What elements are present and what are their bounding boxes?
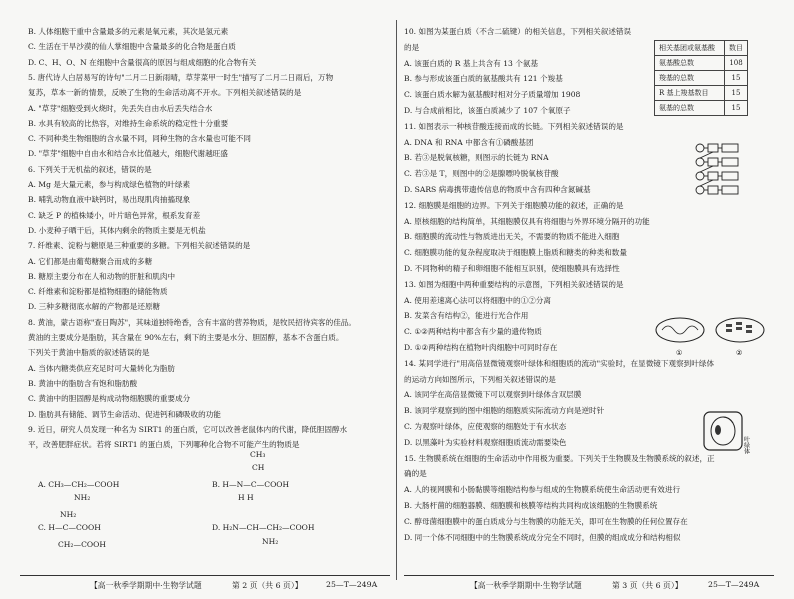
q9-option-b-top2: CH: [252, 463, 265, 472]
text-line: D. 小麦种子晒干后，其体内剩余的物质主要是无机盐: [28, 226, 206, 235]
text-line: A. 原核细胞的结构简单，其细胞膜仅具有将细胞与外界环境分隔开的功能: [404, 217, 650, 226]
q9-option-a: A. CH₃—CH₂—COOH: [38, 480, 120, 489]
text-line: 确的是: [404, 469, 427, 478]
text-line: D. SARS 病毒携带遗传信息的物质中含有四种含氮碱基: [404, 185, 591, 194]
text-line: 11. 如图表示一种核苷酸连接而成的长链。下列相关叙述错误的是: [404, 122, 624, 131]
text-line: B. 细胞膜的流动性与物质进出无关，不需要的物质不能进入细胞: [404, 232, 620, 241]
text-line: D. 不同物种的精子和卵细胞不能相互识别，使细胞膜具有选择性: [404, 264, 620, 273]
text-line: 14. 某同学进行"用高倍显微镜观察叶绿体和细胞质的流动"实验时，在显微镜下观察到叶绿体: [404, 359, 715, 368]
text-line: B. 该同学观察到的图中细胞的细胞质实际流动方向是逆时针: [404, 406, 605, 415]
text-line: 8. 黄油，蒙古语称"查日陶苏"，其味道独特绝香，含有丰富的营养物质，是牧民招待宾客的佳品。: [28, 318, 356, 327]
q9-option-d-sub: NH₂: [262, 537, 279, 546]
text-line: 的运动方向如图所示，下列相关叙述错误的是: [404, 375, 556, 384]
text-line: D. 以黑藻叶为实验材料观察细胞质流动需要染色: [404, 438, 567, 447]
text-line: A. 当体内糖类供应充足时可大量转化为脂肪: [28, 364, 175, 373]
text-line: B. 参与形成该蛋白质的氨基酸共有 121 个羧基: [404, 74, 563, 83]
table-cell: 氨基酸总数: [655, 56, 725, 71]
text-line: B. 若③是脱氧核糖，则图示的长链为 RNA: [404, 153, 549, 162]
text-line: 的是: [404, 43, 420, 52]
table-row: [655, 56, 748, 71]
text-line: A. 人的视网膜和小肠黏膜等细胞结构参与组成的生物膜系统使生命活动更有效进行: [404, 485, 681, 494]
table-row: [655, 86, 748, 101]
protein-info-table: [654, 40, 748, 116]
figure-label-2: ②: [736, 349, 743, 357]
q9-option-b-top1: CH₃: [250, 450, 266, 459]
footer-left-title: 【高一秋季学期期中·生物学试题: [90, 581, 202, 590]
table-header-cell: 数目: [725, 41, 748, 56]
q9-option-b: B. H—N—C—COOH: [212, 480, 290, 489]
q9-option-d: D. H₂N—CH—CH₂—COOH: [212, 523, 315, 532]
cell-flow-figure: [700, 408, 770, 458]
table-cell: R 基上羧基数目: [655, 86, 725, 101]
text-line: C. 黄油中的胆固醇是构成动物细胞膜的重要成分: [28, 394, 191, 403]
table-cell: 108: [725, 56, 748, 71]
table-cell: 15: [725, 101, 748, 116]
text-line: 6. 下列关于无机盐的叙述，错误的是: [28, 165, 152, 174]
text-line: A. "草芽"细胞受到火烧时，先丢失自由水后丢失结合水: [28, 104, 213, 113]
q9-option-c-bottom: CH₂—COOH: [58, 540, 106, 549]
organelle-figure: [650, 310, 770, 360]
table-row: [655, 71, 748, 86]
text-line: B. 人体细胞干重中含量最多的元素是氧元素，其次是氢元素: [28, 27, 229, 36]
footer-rule-right: [404, 575, 774, 576]
text-line: C. 纤维素和淀粉都是植物细胞的储能物质: [28, 287, 168, 296]
text-line: C. 醇母菌细胞膜中的蛋白质成分与生物膜的功能无关，即可在生物膜的任何位置存在: [404, 517, 688, 526]
text-line: C. 若③是 T，则图中的②是腺嘌呤脱氧核苷酸: [404, 169, 559, 178]
text-line: B. 糖原主要分布在人和动物的肝脏和肌肉中: [28, 272, 176, 281]
text-line: C. 生活在干旱沙漠的仙人掌细胞中含量最多的化合物是蛋白质: [28, 42, 236, 51]
text-line: C. 该蛋白质水解为氨基酸时相对分子质量增加 1908: [404, 90, 581, 99]
text-line: C. ①②两种结构中都含有少量的遗传物质: [404, 327, 542, 336]
table-cell: 15: [725, 71, 748, 86]
text-line: D. 脂肪具有储能、调节生命活动、促进钙和磷吸收的功能: [28, 410, 221, 419]
text-line: 9. 近日，研究人员发现一种名为 SIRT1 的蛋白质，它可以改善老鼠体内的代谢，降低胆固醇水: [28, 425, 348, 434]
text-line: 7. 纤维素、淀粉与糖原是三种重要的多糖。下列相关叙述错误的是: [28, 241, 251, 250]
text-line: 5. 唐代诗人白居易写的诗句"二月二日新雨晴，草芽菜甲一时生"描写了二月二日雨后，万物: [28, 73, 334, 82]
text-line: 平，改善肥胖症状。若将 SIRT1 的蛋白质，下列哪种化合物不可能产生的物质是: [28, 440, 300, 449]
nucleotide-chain-figure: [690, 140, 760, 200]
center-divider: [396, 20, 397, 580]
text-line: C. 细胞膜功能的复杂程度取决于细胞膜上脂质和糖类的种类和数量: [404, 248, 627, 257]
text-line: B. 水具有较高的比热容，对维持生命系统的稳定性十分重要: [28, 119, 229, 128]
text-line: 13. 如图为细胞中两种重要结构的示意图，下列相关叙述错误的是: [404, 280, 624, 289]
q9-option-c: C. H—C—COOH: [38, 523, 101, 532]
text-line: D. "草芽"细胞中自由水和结合水比值越大，细胞代谢越旺盛: [28, 149, 228, 158]
q9-option-a-substituent: NH₂: [74, 493, 91, 502]
text-line: C. 为观察叶绿体，应使观察的细胞处于有水状态: [404, 422, 567, 431]
footer-left-page: 第 2 页（共 6 页）】: [232, 581, 303, 590]
text-line: 黄油的主要成分是脂肪，其含量在 90%左右，剩下的主要是水分、胆固醇，基本不含蛋白质。: [28, 333, 344, 342]
text-line: 下列关于黄油中脂质的叙述错误的是: [28, 348, 150, 357]
table-cell: 15: [725, 86, 748, 101]
text-line: D. C、H、O、N 在细胞中含量很高的原因与组成细胞的化合物有关: [28, 58, 257, 67]
figure-label-chloroplast: 叶绿体: [742, 436, 750, 454]
text-line: A. 该蛋白质的 R 基上共含有 13 个氨基: [404, 59, 539, 68]
text-line: 复苏，草本一新的情景，反映了生物的生命活动离不开水。下列相关叙述错误的是: [28, 88, 302, 97]
q9-option-b-sub: H H: [238, 493, 254, 502]
text-line: D. 三种多糖彻底水解的产物都是还原糖: [28, 302, 161, 311]
table-header-row: [655, 41, 748, 56]
footer-rule-left: [20, 575, 390, 576]
q9-option-c-top: NH₂: [60, 510, 77, 519]
text-line: C. 不同种类生物细胞的含水量不同，同种生物的含水量也可能不同: [28, 134, 251, 143]
footer-right-page: 第 3 页（共 6 页）】: [612, 581, 683, 590]
text-line: 15. 生物膜系统在细胞的生命活动中作用极为重要。下列关于生物膜及生物膜系统的叙述，正: [404, 454, 715, 463]
text-line: D. 同一个体不同细胞中的生物膜系统成分完全不同时，但膜的组成成分和结构相似: [404, 533, 681, 542]
text-line: A. Mg 是大量元素，参与构成绿色植物的叶绿素: [28, 180, 191, 189]
text-line: A. 使用差速离心法可以将细胞中的①②分离: [404, 296, 551, 305]
text-line: B. 发菜含有结构②，能进行光合作用: [404, 311, 529, 320]
text-line: B. 哺乳动物血液中缺钙时，易出现肌肉抽搐现象: [28, 195, 191, 204]
table-cell: 羧基的总数: [655, 71, 725, 86]
footer-right-title: 【高一秋季学期期中·生物学试题: [470, 581, 582, 590]
text-line: C. 缺乏 P 的植株矮小，叶片暗色异常，根系发育差: [28, 211, 201, 220]
text-line: 12. 细胞膜是细胞的边界。下列关于细胞膜功能的叙述，正确的是: [404, 201, 624, 210]
footer-right-code: 25—T—249A: [708, 580, 760, 589]
table-row: [655, 101, 748, 116]
text-line: B. 黄油中的脂肪含有饱和脂肪酸: [28, 379, 138, 388]
text-line: D. 与合成前相比，该蛋白质减少了 107 个氧原子: [404, 106, 571, 115]
text-line: A. 该同学在高倍显微镜下可以观察到叶绿体含双层膜: [404, 390, 582, 399]
figure-label-1: ①: [676, 349, 683, 357]
text-line: A. 它们都是由葡萄糖聚合而成的多糖: [28, 257, 153, 266]
table-header-cell: 相关基团或氨基酸: [655, 41, 725, 56]
text-line: B. 大肠杆菌的细胞器膜、细胞膜和核膜等结构共同构成该细胞的生物膜系统: [404, 501, 658, 510]
table-cell: 氨基的总数: [655, 101, 725, 116]
text-line: D. ①②两种结构在植物叶肉细胞中可同时存在: [404, 343, 558, 352]
footer-left-code: 25—T—249A: [326, 580, 378, 589]
text-line: 10. 如图为某蛋白质（不含二硫键）的相关信息，下列相关叙述错误: [404, 27, 632, 36]
text-line: A. DNA 和 RNA 中都含有①磷酸基团: [404, 138, 534, 147]
